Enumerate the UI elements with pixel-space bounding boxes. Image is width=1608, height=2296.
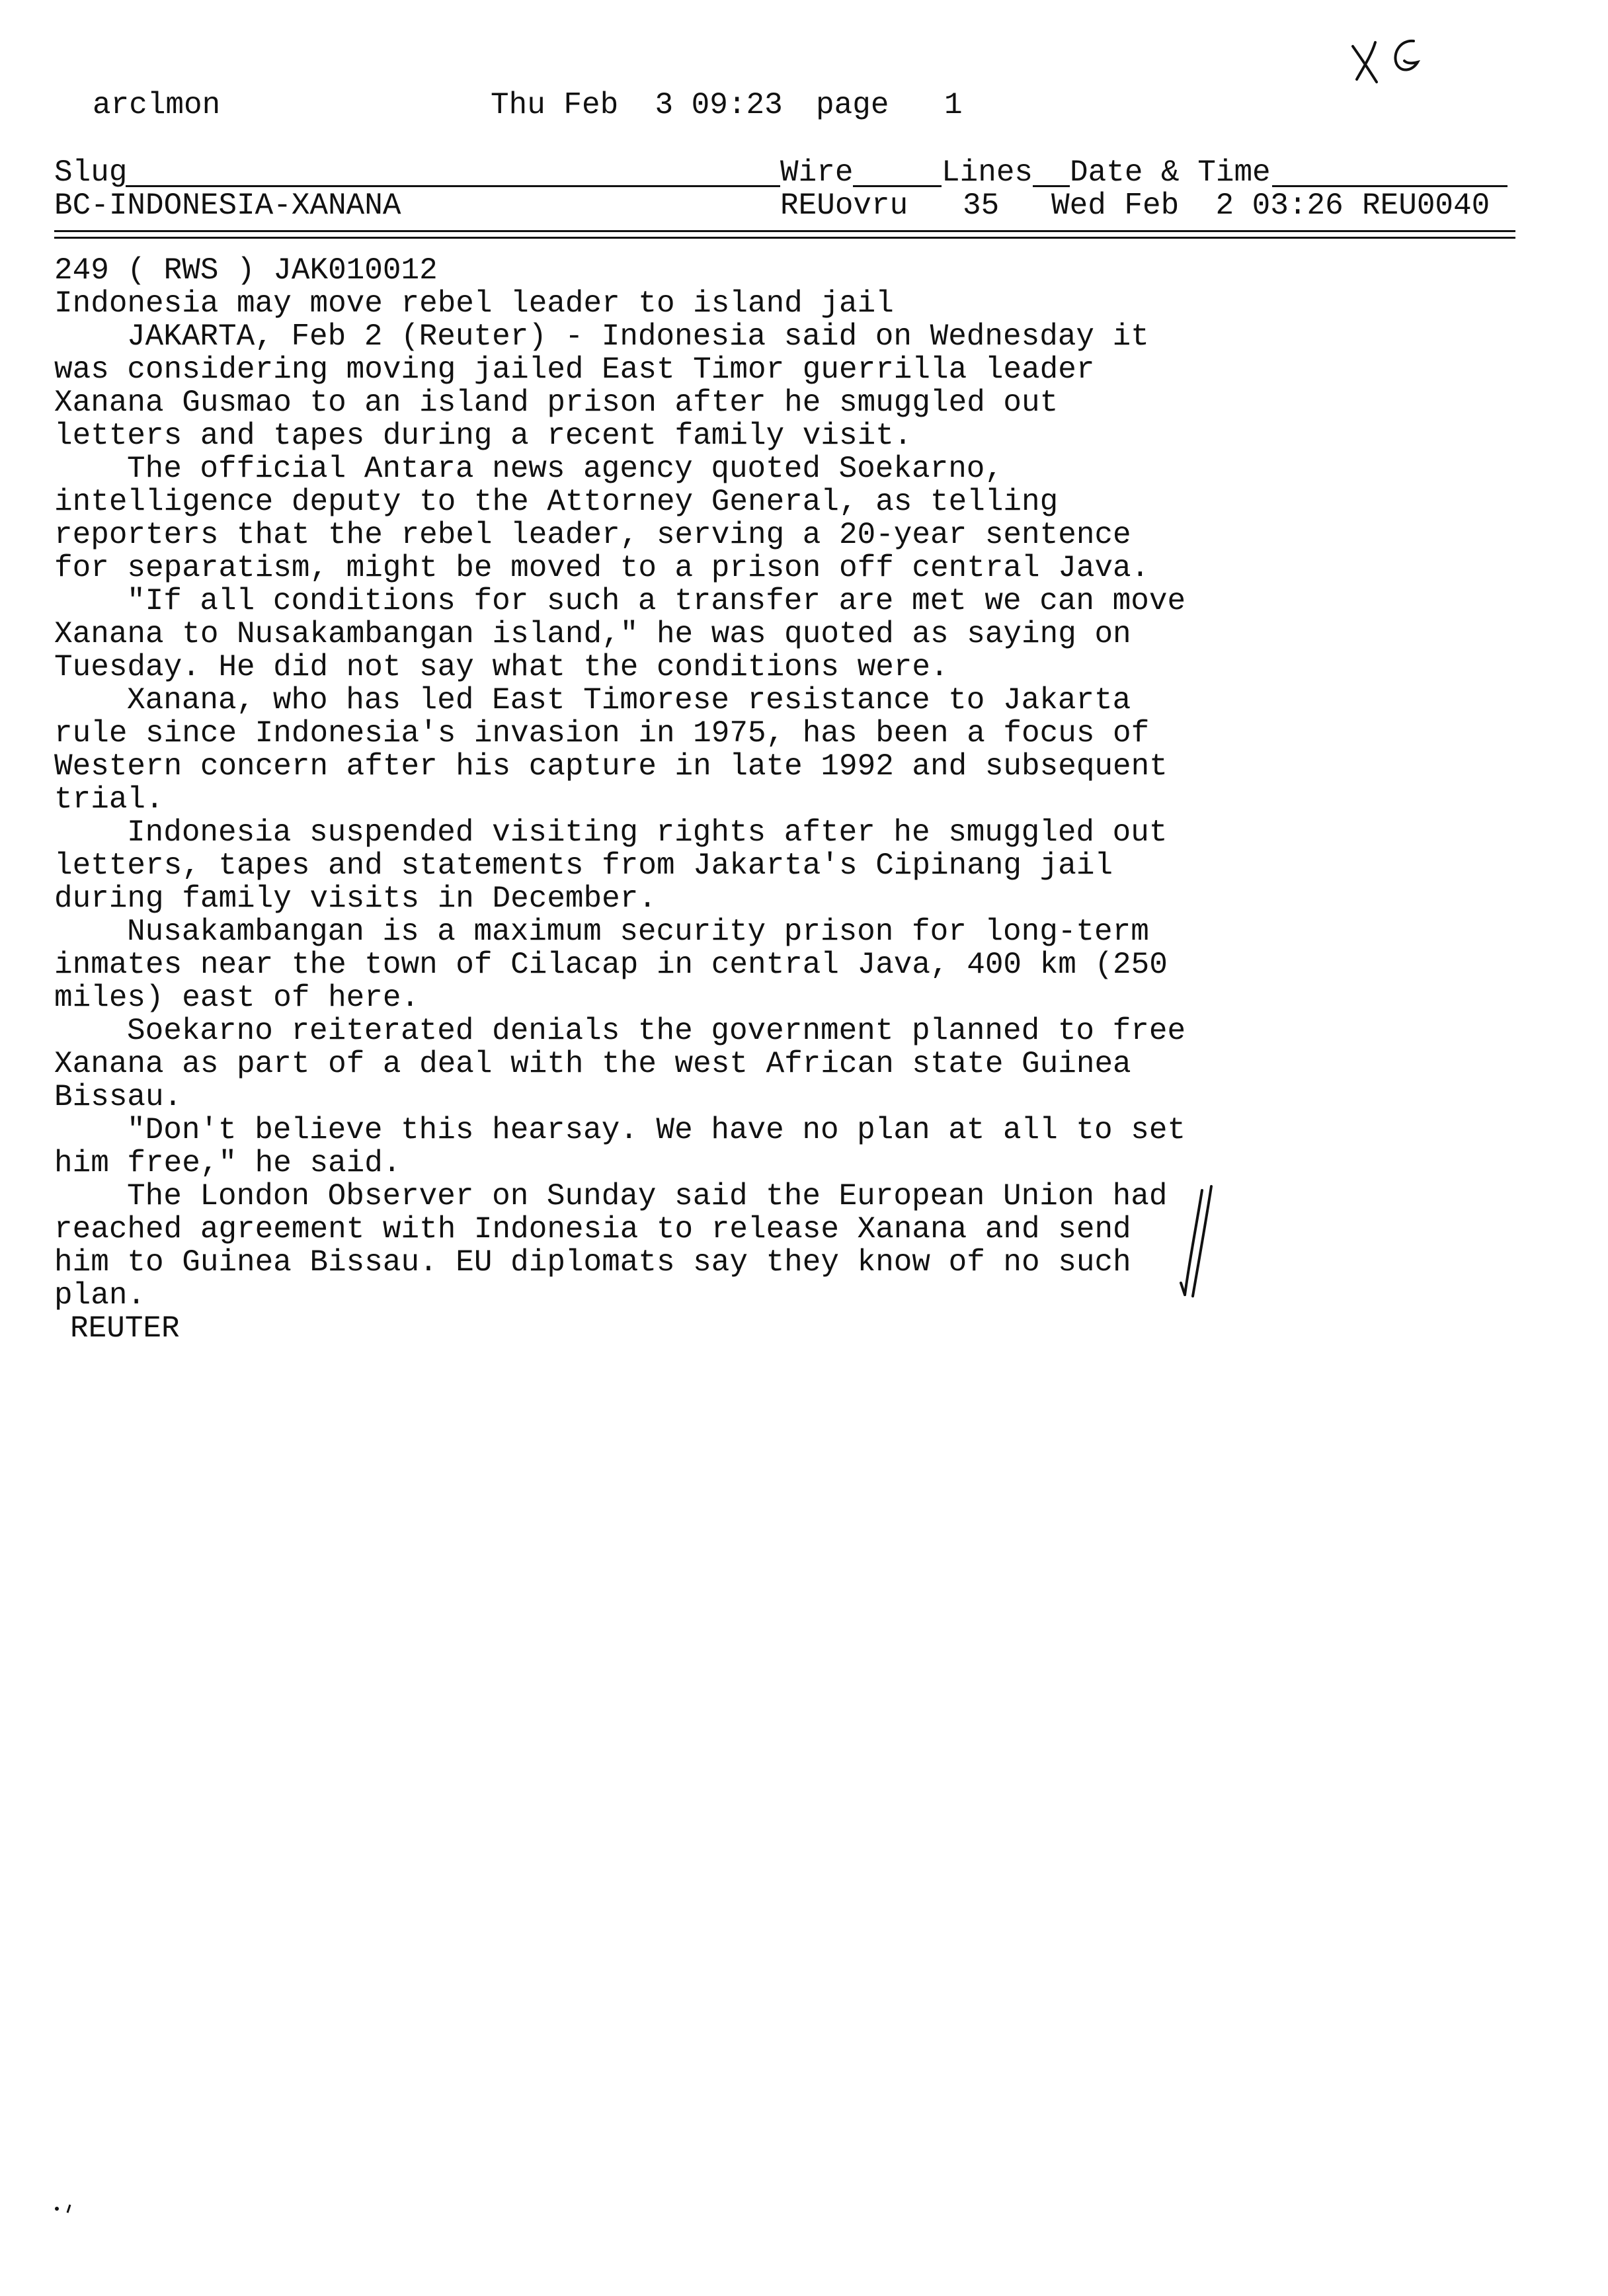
story-line: him free," he said. (54, 1146, 401, 1180)
story-ref: 249 ( RWS ) JAK010012 (54, 253, 438, 288)
datetime-value: Wed Feb 2 03:26 (1051, 188, 1344, 223)
slug-value: BC-INDONESIA-XANANA (54, 188, 401, 223)
story-line: letters, tapes and statements from Jakarta's Cipinang jail (54, 848, 1113, 883)
headline: Indonesia may move rebel leader to island jail (54, 286, 894, 321)
system-name: arclmon (93, 88, 221, 122)
story-line: "If all conditions for such a transfer are met we can move (127, 584, 1186, 618)
wire-underline (853, 156, 942, 187)
scan-speck (53, 2202, 79, 2215)
signoff: REUTER (70, 1311, 180, 1346)
wire-label: Wire (780, 155, 854, 190)
story-line: Xanana as part of a deal with the west African state Guinea (54, 1047, 1131, 1081)
story-line: Xanana Gusmao to an island prison after he smuggled out (54, 386, 1059, 420)
story-line: for separatism, might be moved to a prison off central Java. (54, 551, 1150, 585)
story-line: JAKARTA, Feb 2 (Reuter) - Indonesia said on Wednesday it (127, 319, 1149, 354)
page-number: 1 (944, 88, 963, 122)
story-line: The official Antara news agency quoted Soekarno, (127, 452, 1004, 486)
wire-value: REUovru (780, 188, 908, 223)
story-line: was considering moving jailed East Timor guerrilla leader (54, 352, 1095, 387)
story-line: intelligence deputy to the Attorney General, as telling (54, 485, 1059, 519)
story-line: Western concern after his capture in late 1992 and subsequent (54, 749, 1168, 784)
story-id: REU0040 (1362, 188, 1490, 223)
story-line: letters and tapes during a recent family visit. (54, 419, 912, 453)
print-header (0, 89, 1608, 128)
lines-underline (1033, 156, 1070, 187)
story-line: reached agreement with Indonesia to release Xanana and send (54, 1212, 1131, 1247)
double-rule-bottom (54, 237, 1515, 239)
print-date: Thu Feb 3 09:23 (491, 88, 783, 122)
story-line: trial. (54, 782, 164, 817)
story-line: reporters that the rebel leader, serving a 20-year sentence (54, 518, 1131, 552)
story-line: plan. (54, 1278, 146, 1313)
double-rule-top (54, 230, 1515, 232)
lines-value: 35 (963, 188, 1000, 223)
story-line: inmates near the town of Cilacap in central Java, 400 km (250 (54, 948, 1168, 982)
story-line: Indonesia suspended visiting rights after he smuggled out (127, 815, 1168, 850)
lines-label: Lines (942, 155, 1033, 190)
story-line: rule since Indonesia's invasion in 1975, has been a focus of (54, 716, 1150, 751)
story-line: The London Observer on Sunday said the European Union had (127, 1179, 1168, 1213)
page-label: page (816, 88, 889, 122)
story-line: Tuesday. He did not say what the conditions were. (54, 650, 949, 684)
story-body (54, 254, 1575, 1345)
slug-underline (126, 156, 780, 187)
paragraphs (54, 320, 1575, 1312)
handwritten-initials (1349, 33, 1428, 86)
story-line: Xanana, who has led East Timorese resistance to Jakarta (127, 683, 1131, 718)
slug-label: Slug (54, 155, 128, 190)
slug-values-row (0, 189, 1608, 229)
story-line: Nusakambangan is a maximum security prison for long-term (127, 915, 1149, 949)
datetime-underline (1272, 156, 1508, 187)
datetime-label: Date & Time (1070, 155, 1271, 190)
story-line: Xanana to Nusakambangan island," he was quoted as saying on (54, 617, 1131, 651)
story-line: Bissau. (54, 1080, 182, 1114)
handwritten-margin-mark (1170, 1184, 1217, 1303)
story-line: him to Guinea Bissau. EU diplomats say they know of no such (54, 1245, 1131, 1280)
story-line: Soekarno reiterated denials the government planned to free (127, 1014, 1186, 1048)
story-line: miles) east of here. (54, 981, 420, 1015)
story-line: during family visits in December. (54, 882, 657, 916)
story-line: "Don't believe this hearsay. We have no plan at all to set (127, 1113, 1186, 1147)
